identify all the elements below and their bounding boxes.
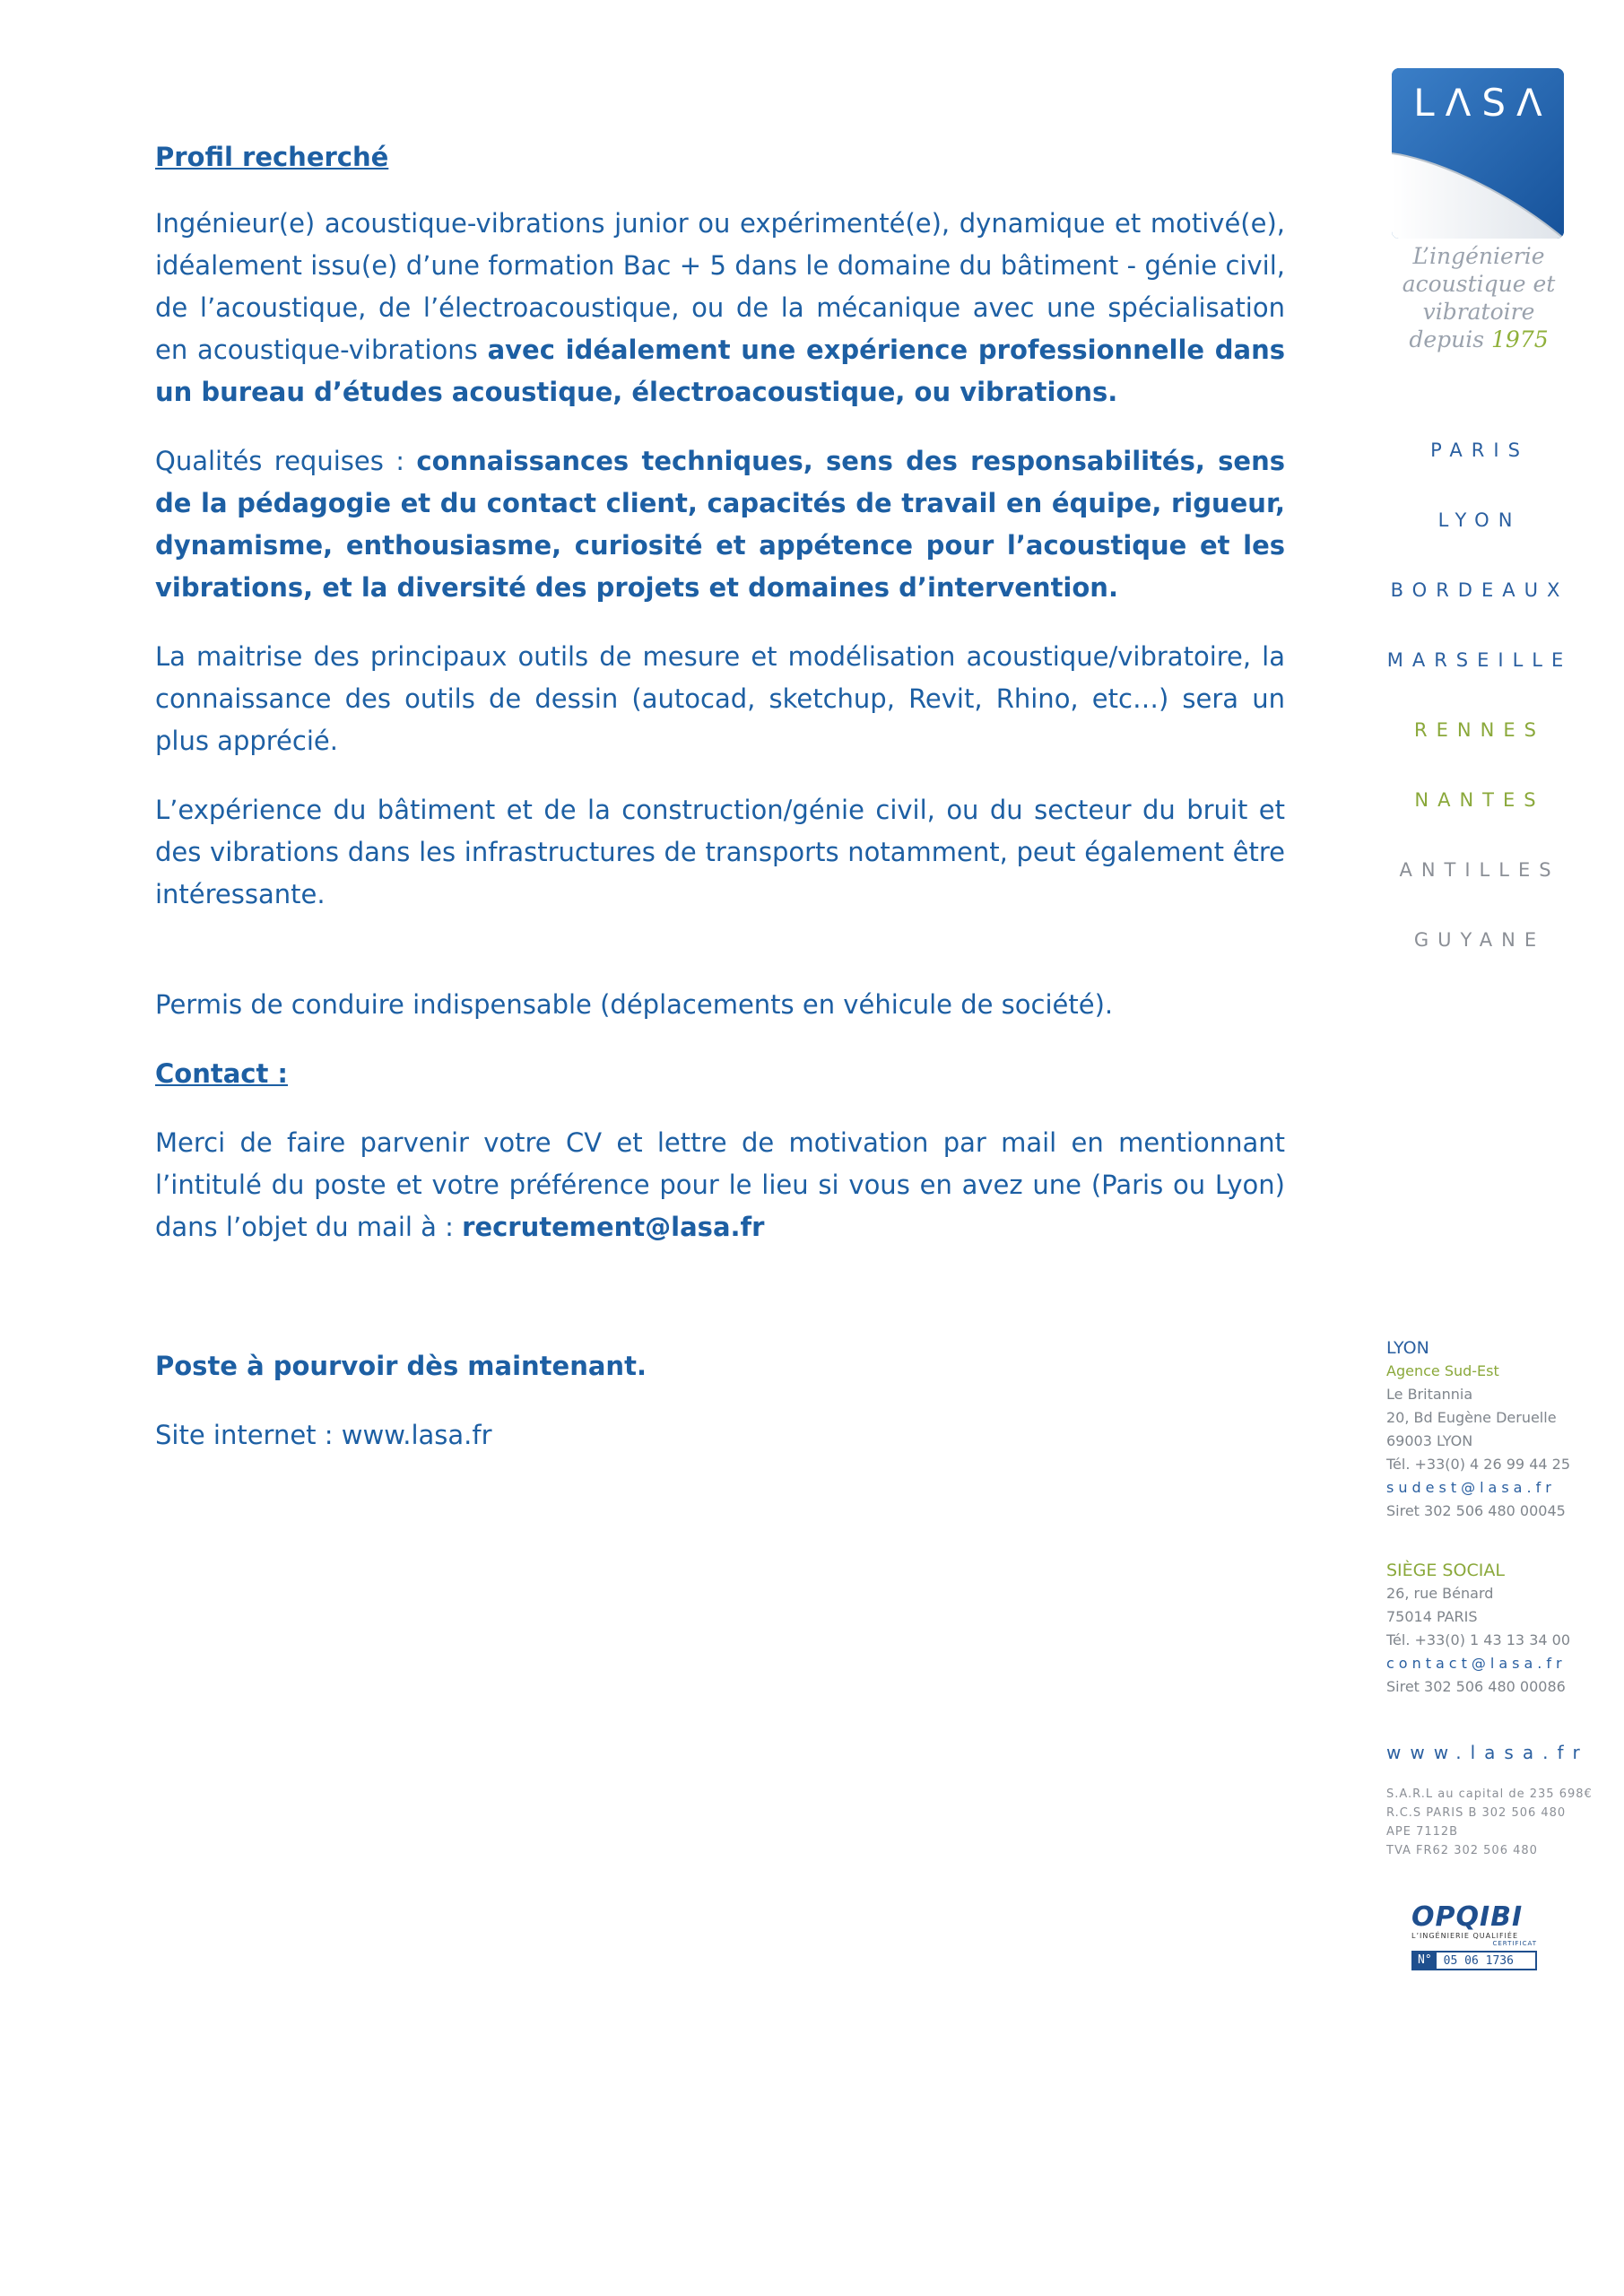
- head-office-tel: Tél. +33(0) 1 43 13 34 00: [1386, 1631, 1570, 1648]
- city-guyane: GUYANE: [1413, 929, 1546, 951]
- lyon-office-email[interactable]: sudest@lasa.fr: [1386, 1479, 1556, 1496]
- recruitment-email-link[interactable]: recrutement@lasa.fr: [462, 1212, 765, 1242]
- head-office-address: [1386, 1559, 1620, 1699]
- paragraph-contact: [155, 1122, 1285, 1248]
- city-marseille: MARSEILLE: [1386, 649, 1573, 671]
- tagline-year: 1975: [1491, 326, 1549, 352]
- lyon-office-tel: Tél. +33(0) 4 26 99 44 25: [1386, 1456, 1570, 1473]
- tagline-line1: L’ingénierie: [1412, 243, 1545, 269]
- city-antilles: ANTILLES: [1399, 859, 1560, 881]
- lyon-office-line2: 20, Bd Eugène Deruelle: [1386, 1409, 1557, 1426]
- opqibi-number-prefix: N°: [1413, 1952, 1437, 1969]
- head-office-line1: 26, rue Bénard: [1386, 1585, 1494, 1602]
- head-office-siret: Siret 302 506 480 00086: [1386, 1678, 1566, 1695]
- qualities-label: Qualités requises :: [155, 446, 417, 476]
- paragraph-license: Permis de conduire indispensable (déplacements en véhicule de société).: [155, 989, 1114, 1020]
- logo-tagline: [1349, 242, 1609, 353]
- legal-tva: TVA FR62 302 506 480: [1386, 1844, 1538, 1857]
- heading-contact-text: Contact :: [155, 1058, 289, 1089]
- opqibi-certificate-number: [1411, 1951, 1537, 1970]
- lyon-office-line3: 69003 LYON: [1386, 1432, 1473, 1449]
- paragraph-profile-text: Ingénieur(e) acoustique-vibrations junior ou expérimenté(e), dynamique et motivé(e), idéalement issu(e) d’une formation Bac + 5 dans le domaine du bâtiment - génie civil, de l’acoustique, de l’électroacoustique, ou de la mécanique avec une spécialisation en acoustique-vibrations: [155, 208, 1285, 365]
- tagline-line3: [1349, 326, 1609, 353]
- paragraph-tools: La maitrise des principaux outils de mesure et modélisation acoustique/vibratoire, la connaissance des outils de dessin (autocad, sketchup, Revit, Rhino, etc…) sera un plus apprécié.: [155, 641, 1285, 756]
- paragraph-profile-bold: avec idéalement une expérience professionnelle dans un bureau d’études acoustique, électroacoustique, ou vibrations.: [155, 335, 1285, 407]
- qualities-list: connaissances techniques, sens des responsabilités, sens de la pédagogie et du contact client, capacités de travail en équipe, rigueur, dynamisme, enthousiasme, curiosité et appétence pour l’acoustique et les vibrations, et la diversité des projets et domaines d’intervention.: [155, 446, 1285, 603]
- tagline-line2: acoustique et vibratoire: [1402, 271, 1556, 325]
- legal-rcs: R.C.S PARIS B 302 506 480: [1386, 1806, 1567, 1820]
- heading-contact: [155, 1053, 1285, 1095]
- opqibi-logo-text: OPQIBI: [1411, 1901, 1524, 1933]
- city-nantes: NANTES: [1414, 789, 1545, 811]
- tagline-since: depuis: [1409, 326, 1485, 352]
- lasa-logo: [1392, 68, 1564, 239]
- paragraph-profile: [155, 203, 1285, 413]
- website-link[interactable]: www.lasa.fr: [1386, 1742, 1589, 1763]
- opqibi-subtitle: L’INGÉNIERIE QUALIFIÉE: [1411, 1932, 1519, 1940]
- lyon-office-city: LYON: [1386, 1338, 1429, 1358]
- paragraph-experience: L’expérience du bâtiment et de la construction/génie civil, ou du secteur du bruit et des vibrations dans les infrastructures de transports notamment, peut également être intéressante.: [155, 795, 1285, 909]
- paragraph-website: Site internet : www.lasa.fr: [155, 1420, 492, 1450]
- opqibi-certification-badge: [1411, 1903, 1537, 1975]
- head-office-line2: 75014 PARIS: [1386, 1608, 1478, 1625]
- head-office-title: SIÈGE SOCIAL: [1386, 1561, 1505, 1580]
- legal-info: [1386, 1785, 1620, 1860]
- city-paris: PARIS: [1430, 439, 1529, 461]
- opqibi-certificate-label: CERTIFICAT: [1492, 1940, 1537, 1947]
- legal-capital: S.A.R.L au capital de 235 698€: [1386, 1787, 1593, 1801]
- lyon-office-siret: Siret 302 506 480 00045: [1386, 1502, 1566, 1519]
- city-lyon: LYON: [1437, 509, 1522, 531]
- city-bordeaux: BORDEAUX: [1390, 579, 1569, 601]
- paragraph-qualities: [155, 440, 1285, 609]
- head-office-email[interactable]: contact@lasa.fr: [1386, 1655, 1567, 1672]
- lyon-office-line1: Le Britannia: [1386, 1386, 1473, 1403]
- lyon-office-agency: Agence Sud-Est: [1386, 1362, 1499, 1379]
- main-content: [155, 136, 1285, 1457]
- logo-letters: LΛSΛ: [1413, 81, 1553, 125]
- office-cities-list: [1345, 439, 1614, 999]
- contact-instructions: Merci de faire parvenir votre CV et lettre de motivation par mail en mentionnant l’intitulé du poste et votre préférence pour le lieu si vous en avez une (Paris ou Lyon) dans l’objet du mail à :: [155, 1127, 1285, 1242]
- paragraph-position-available: Poste à pourvoir dès maintenant.: [155, 1351, 647, 1381]
- legal-ape: APE 7112B: [1386, 1825, 1459, 1839]
- heading-profile-text: Profil recherché: [155, 142, 389, 172]
- lyon-office-address: [1386, 1336, 1620, 1523]
- heading-profile: [155, 136, 1285, 178]
- opqibi-number-value: 05 06 1736: [1443, 1953, 1514, 1968]
- city-rennes: RENNES: [1414, 719, 1545, 741]
